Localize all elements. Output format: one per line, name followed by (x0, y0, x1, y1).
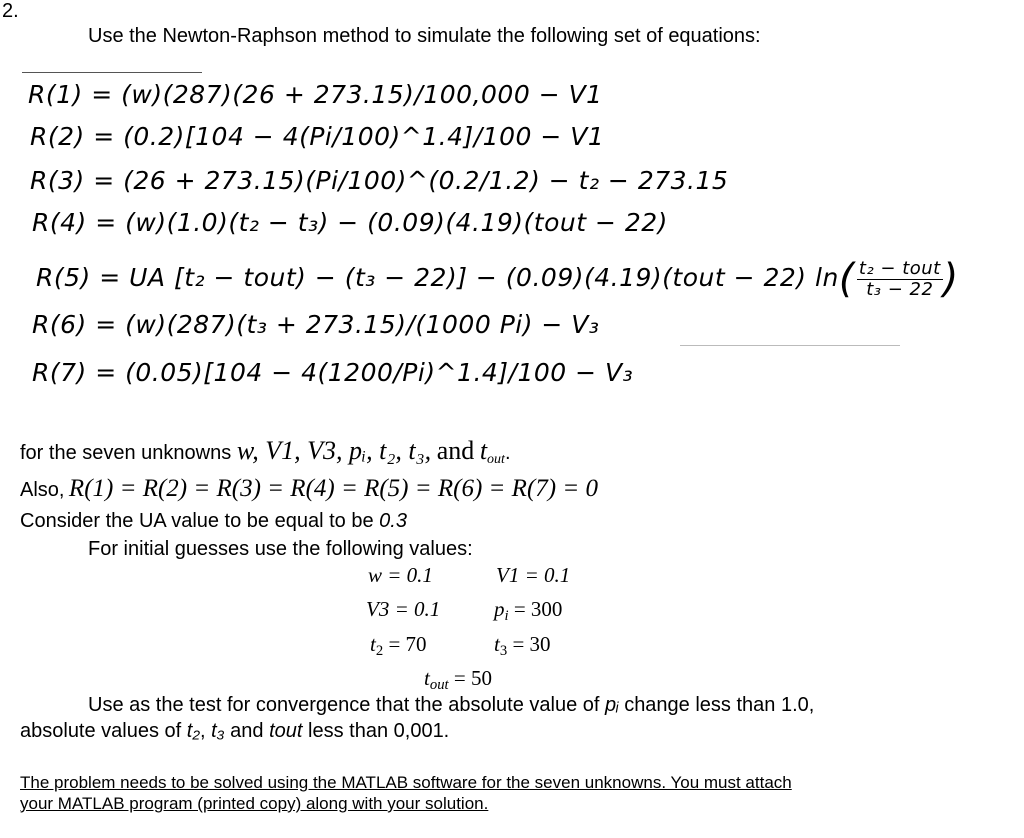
convergence-line-2: absolute values of t₂, t₃ and tout less than 0,001. (20, 720, 450, 742)
convergence-t2: t₂ (186, 720, 200, 742)
ua-value: 0.3 (379, 510, 407, 532)
scan-rule (680, 345, 900, 346)
equation-r5 (36, 256, 959, 302)
note-line-2: your MATLAB program (printed copy) along with your solution. (20, 794, 489, 813)
convergence-t3: t₃ (211, 720, 225, 742)
unknowns-last-var: t (479, 436, 488, 465)
guess-pi: $p_i = 300$ (494, 597, 563, 624)
also-label: Also, (20, 479, 65, 501)
ua-text: Consider the UA value to be equal to be (20, 510, 374, 532)
initial-guesses-heading: For initial guesses use the following values: (88, 538, 473, 560)
unknowns-last-sub: out (487, 452, 505, 467)
guess-v3: V3 = 0.1 (366, 597, 441, 621)
equation-r2: R(2) = (0.2)[104 − 4(Pi/100)^1.4]/100 − V1 (30, 122, 605, 151)
guess-t3: $t_3 = 30$ (494, 632, 551, 659)
equation-r1: R(1) = (w)(287)(26 + 273.15)/100,000 − V1 (28, 80, 603, 109)
equation-r7: R(7) = (0.05)[104 − 4(1200/Pi)^1.4]/100 − V₃ (32, 358, 634, 387)
unknowns-vars: w, V1, V3, pᵢ, t₂, t₃, (236, 436, 432, 465)
also-equation: R(1) = R(2) = R(3) = R(4) = R(5) = R(6) = R(7) = 0 (68, 475, 598, 502)
equation-r6: R(6) = (w)(287)(t₃ + 273.15)/(1000 Pi) − V₃ (32, 310, 600, 339)
equation-r4: R(4) = (w)(1.0)(t₂ − t₃) − (0.09)(4.19)(tout − 22) (32, 208, 668, 237)
problem-number: 2. (2, 0, 19, 22)
convergence-tout: tout (269, 720, 303, 742)
equation-r5-main: R(5) = UA [t₂ − tout) − (t₃ − 22)] − (0.09)(4.19)(tout − 22) ln (36, 263, 839, 292)
note-line-1: The problem needs to be solved using the MATLAB software for the seven unknowns. You must attach (20, 773, 792, 792)
equation-r3: R(3) = (26 + 273.15)(Pi/100)^(0.2/1.2) − t₂ − 273.15 (30, 166, 729, 195)
equation-r5-numerator: t₂ − tout (858, 257, 941, 279)
unknowns-and: and (436, 436, 475, 465)
equation-r5-denominator: t₃ − 22 (866, 278, 934, 300)
equation-r5-fraction (857, 259, 943, 300)
r5-right-paren: ) (942, 256, 959, 302)
r5-left-paren: ( (838, 256, 855, 302)
unknowns-line (20, 436, 511, 468)
guess-v1: V1 = 0.1 (496, 563, 571, 587)
ua-line (20, 510, 407, 533)
convergence-line-1: Use as the test for convergence that the absolute value of pᵢ change less than 1.0, (88, 694, 815, 716)
guess-tout: $t_{out} = 50$ (424, 666, 492, 693)
unknowns-prefix: for the seven unknowns (20, 442, 232, 464)
convergence-pi: pᵢ (605, 694, 619, 716)
guess-w: w = 0.1 (368, 563, 433, 587)
equations-top-rule (22, 72, 202, 73)
also-line (20, 475, 598, 503)
unknowns-end: . (504, 442, 511, 464)
intro-text: Use the Newton-Raphson method to simulate the following set of equations: (88, 25, 761, 47)
guess-t2: $t_2 = 70$ (370, 632, 427, 659)
